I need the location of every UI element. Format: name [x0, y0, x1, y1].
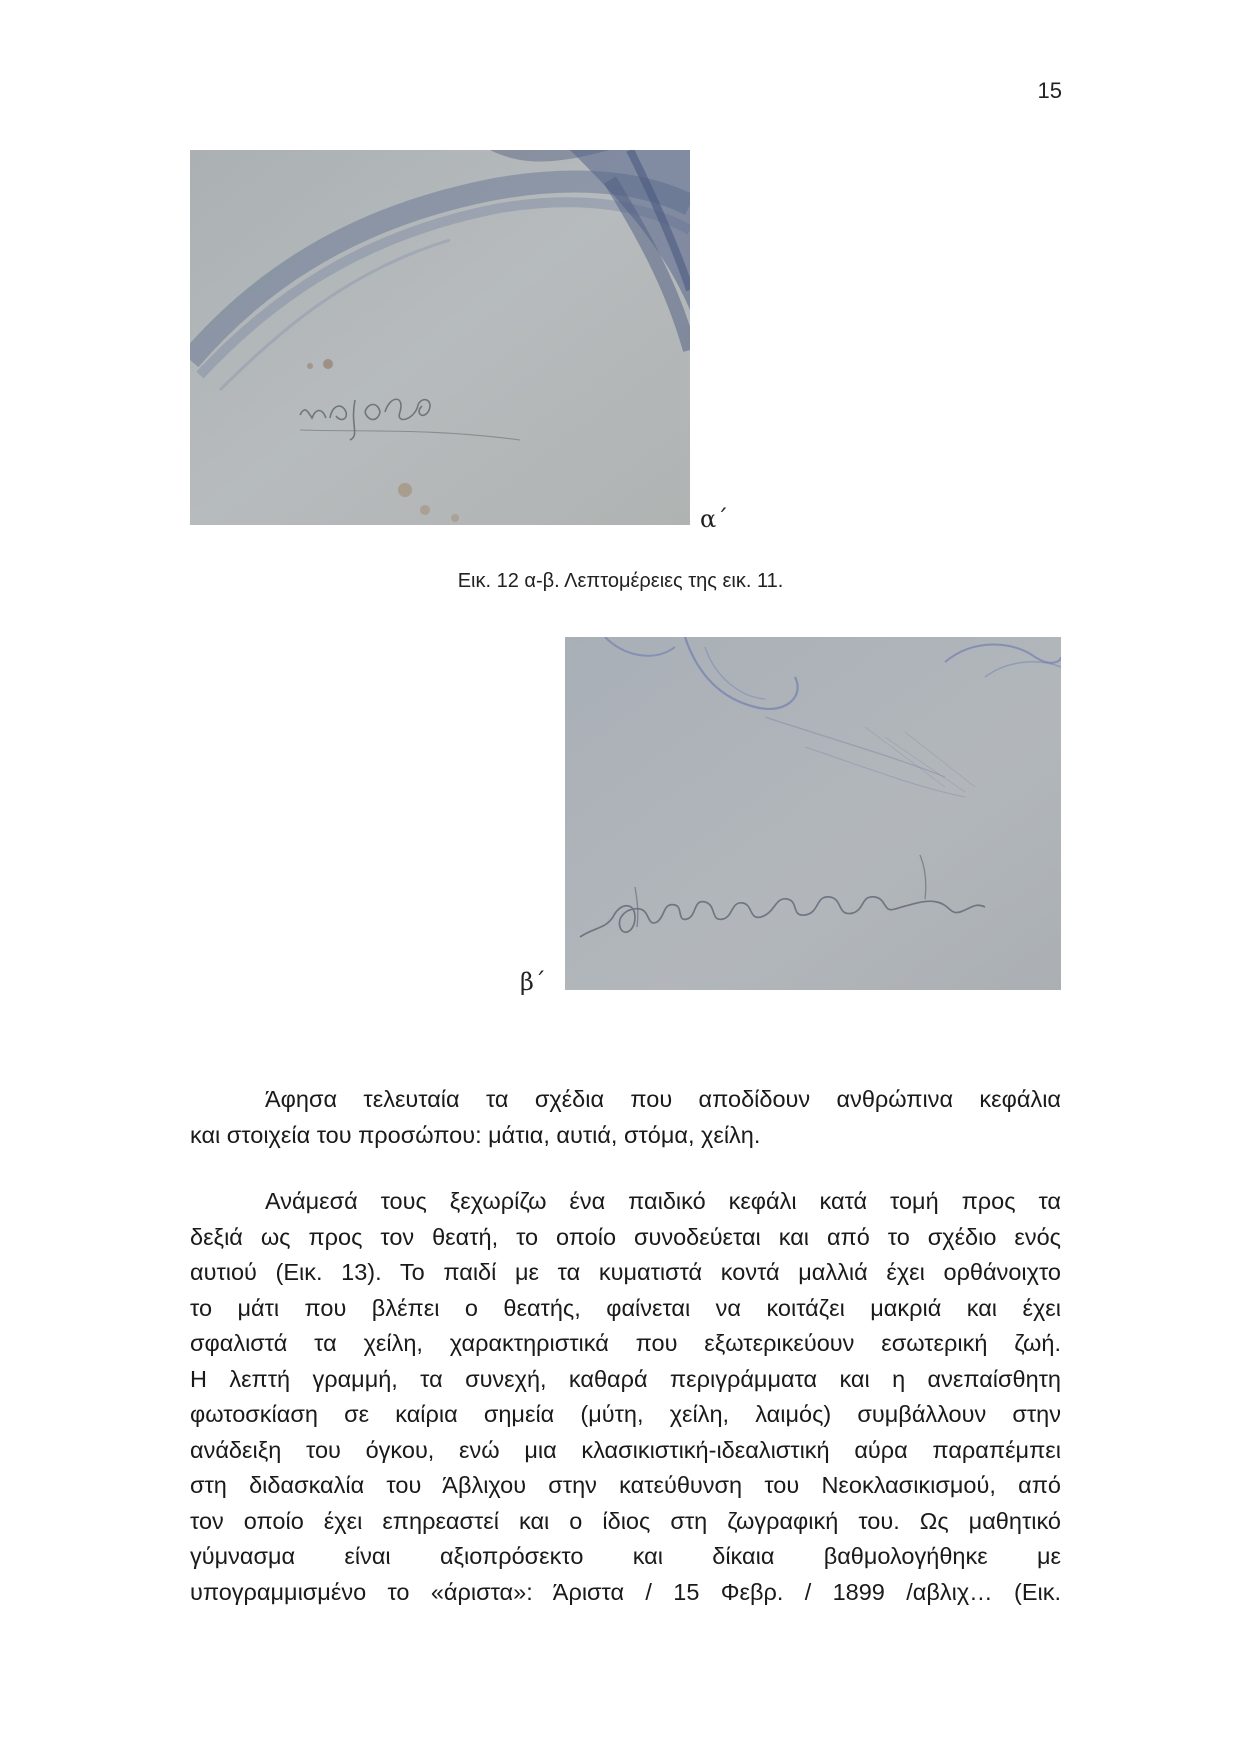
figure-label-b: β΄: [520, 968, 546, 996]
text-line: υπογραμμισμένο το «άριστα»: Άριστα / 15 Φεβρ. / 1899 /αβλιχ… (Εικ.: [190, 1578, 1061, 1605]
text-line: αυτιού (Εικ. 13). Το παιδί με τα κυματιστά κοντά μαλλιά έχει ορθάνοιχτο: [190, 1259, 1061, 1285]
text-line: τον οποίο έχει επηρεαστεί και ο ίδιος στη ζωγραφική του. Ως μαθητικό: [190, 1507, 1061, 1534]
text-line: Άφησα τελευταία τα σχέδια που αποδίδουν ανθρώπινα κεφάλια: [265, 1086, 1061, 1112]
text-line: σφαλιστά τα χείλη, χαρακτηριστικά που εξωτερικεύουν εσωτερική ζωή.: [190, 1330, 1061, 1356]
figure-label-a: α΄: [700, 505, 729, 533]
paragraph-2: [190, 1184, 1061, 1610]
text-line: και στοιχεία του προσώπου: μάτια, αυτιά, στόμα, χείλη.: [190, 1121, 761, 1148]
text-line: δεξιά ως προς τον θεατή, το οποίο συνοδεύεται και από το σχέδιο ενός: [190, 1223, 1061, 1250]
detail-photo-a: [190, 150, 690, 525]
text-line: στη διδασκαλία του Άβλιχου στην κατεύθυνση του Νεοκλασικισμού, από: [190, 1472, 1061, 1498]
detail-photo-b: [565, 637, 1061, 990]
page-number: 15: [1037, 78, 1062, 103]
figure-caption: Εικ. 12 α-β. Λεπτομέρειες της εικ. 11.: [457, 570, 784, 592]
text-line: γύμνασμα είναι αξιοπρόσεκτο και δίκαια βαθμολογήθηκε με: [190, 1543, 1061, 1569]
text-line: ανάδειξη του όγκου, ενώ μια κλασικιστική-ιδεαλιστική αύρα παραπέμπει: [190, 1436, 1061, 1463]
text-line: φωτοσκίαση σε καίρια σημεία (μύτη, χείλη, λαιμός) συμβάλλουν στην: [190, 1401, 1061, 1427]
paragraph-1: [190, 1082, 1061, 1153]
text-line: Ανάμεσά τους ξεχωρίζω ένα παιδικό κεφάλι κατά τομή προς τα: [265, 1188, 1061, 1214]
text-line: το μάτι που βλέπει ο θεατής, φαίνεται να κοιτάζει μακριά και έχει: [190, 1294, 1061, 1321]
text-line: Η λεπτή γραμμή, τα συνεχή, καθαρά περιγράμματα και η ανεπαίσθητη: [190, 1365, 1061, 1392]
